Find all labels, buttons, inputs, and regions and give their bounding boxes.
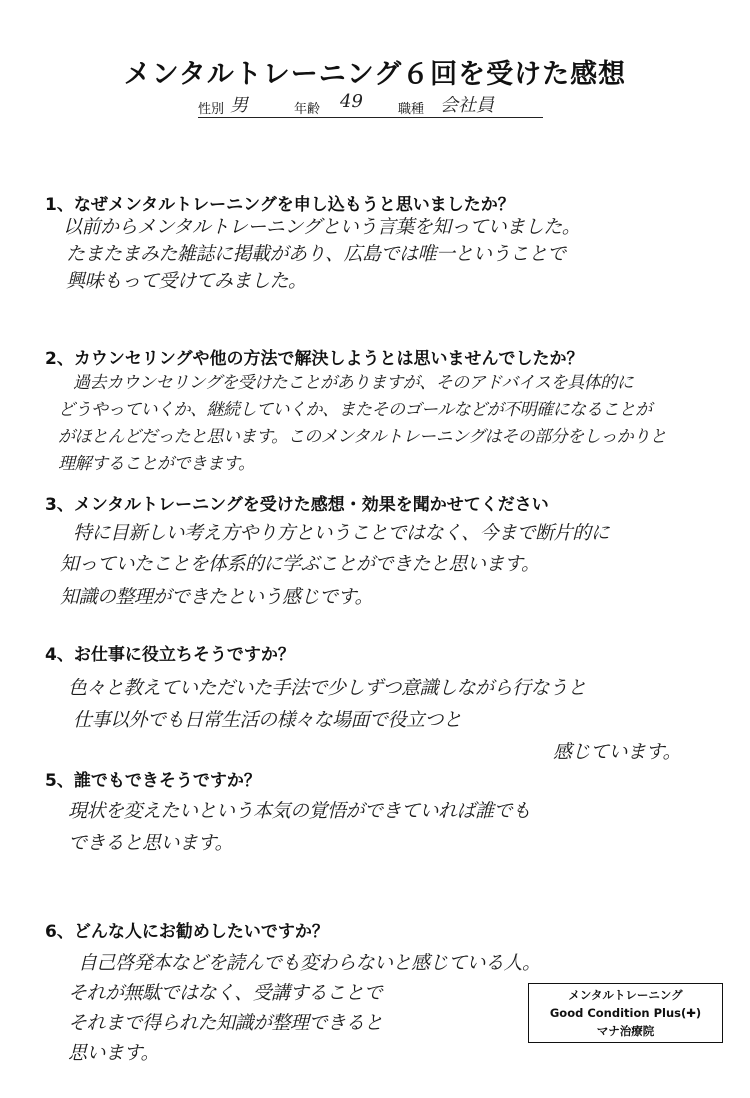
- answer-line: たまたまみた雑誌に掲載があり、広島では唯一ということで: [66, 243, 566, 265]
- answer-4: [58, 675, 718, 766]
- page-title: メンタルトレーニング６回を受けた感想: [123, 59, 627, 90]
- question-2: 2、カウンセリングや他の方法で解決しようとは思いませんでしたか？: [45, 349, 584, 369]
- answer-line: 色々と教えていただいた手法で少しずつ意識しながら行なうと: [68, 677, 587, 699]
- answer-line: 特に目新しい考え方やり方ということではなく、今まで断片的に: [73, 522, 610, 544]
- gender-value: 男: [230, 95, 248, 116]
- answer-line: それが無駄ではなく、受講することで: [68, 982, 383, 1004]
- answer-line: 知識の整理ができたという感じです。: [60, 586, 373, 608]
- answer-line: 興味もって受けてみました。: [66, 270, 307, 292]
- answer-line: 思います。: [68, 1042, 159, 1064]
- gender-label: 性別: [198, 102, 225, 117]
- answer-line: 過去カウンセリングを受けたことがありますが、そのアドバイスを具体的に: [73, 373, 634, 393]
- answer-3: [58, 520, 718, 611]
- answer-line: がほとんどだったと思います。このメンタルトレーニングはその部分をしっかりと: [58, 427, 667, 447]
- stamp-line: マナ治療院: [596, 1024, 655, 1038]
- age-value: 49: [340, 91, 363, 112]
- answer-line: 感じています。: [553, 741, 681, 763]
- answer-5: [58, 798, 718, 857]
- answer-line: それまで得られた知識が整理できると: [68, 1012, 383, 1034]
- occupation-label: 職種: [398, 102, 425, 117]
- stamp-line: Good Condition Plus(✚): [549, 1006, 702, 1020]
- answer-line: 仕事以外でも日常生活の様々な場面で役立つと: [73, 709, 462, 731]
- question-4: 4、お仕事に役立ちそうですか？: [45, 645, 295, 665]
- profile-line: [198, 91, 543, 118]
- answer-line: 現状を変えたいという本気の覚悟ができていれば誰でも: [68, 800, 531, 822]
- answer-line: できると思います。: [68, 832, 233, 854]
- answer-line: 以前からメンタルトレーニングという言葉を知っていました。: [63, 216, 581, 238]
- answer-1: [58, 214, 718, 295]
- answer-line: 知っていたことを体系的に学ぶことができたと思います。: [60, 553, 540, 575]
- question-3: 3、メンタルトレーニングを受けた感想・効果を聞かせてください: [45, 495, 549, 515]
- stamp-line: メンタルトレーニング: [568, 988, 683, 1002]
- answer-line: 自己啓発本などを読んでも変わらないと感じている人。: [78, 952, 541, 974]
- age-label: 年齢: [294, 102, 321, 117]
- question-5: 5、誰でもできそうですか？: [45, 771, 261, 791]
- clinic-stamp: [528, 983, 723, 1043]
- answer-2: [58, 370, 718, 478]
- occupation-value: 会社員: [440, 95, 494, 116]
- question-1: 1、なぜメンタルトレーニングを申し込もうと思いましたか？: [45, 195, 515, 215]
- answer-line: 理解することができます。: [58, 454, 255, 474]
- question-6: 6、どんな人にお勧めしたいですか？: [45, 922, 329, 942]
- answer-line: どうやっていくか、継続していくか、またそのゴールなどが不明確になることが: [58, 400, 652, 420]
